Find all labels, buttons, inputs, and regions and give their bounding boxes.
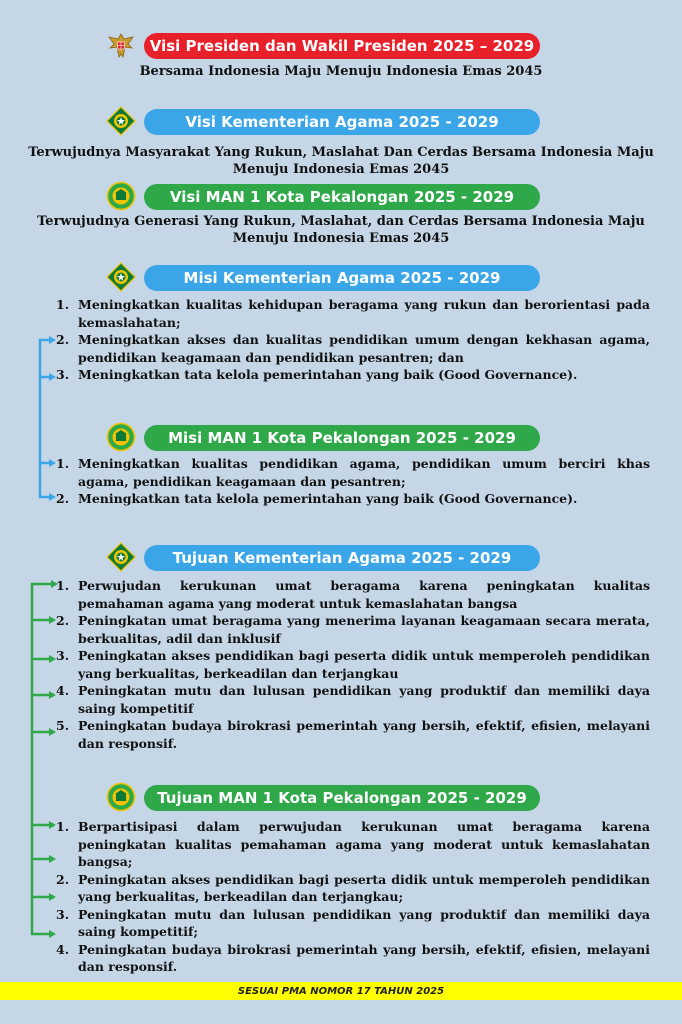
misi-kemenag-list bbox=[56, 296, 650, 384]
visi-man-title: Visi MAN 1 Kota Pekalongan 2025 - 2029 bbox=[144, 184, 540, 210]
kemenag-logo-icon bbox=[106, 262, 136, 292]
visi-kemenag-title: Visi Kementerian Agama 2025 - 2029 bbox=[144, 109, 540, 135]
list-item: 5. Peningkatan budaya birokrasi pemerintah yang bersih, efektif, efisien, melayani dan responsif. bbox=[56, 718, 650, 751]
misi-kemenag-title: Misi Kementerian Agama 2025 - 2029 bbox=[144, 265, 540, 291]
madrasah-logo-icon bbox=[106, 422, 136, 452]
list-item: 1. Perwujudan kerukunan umat beragama karena peningkatan kualitas pemahaman agama yang moderat untuk kemaslahatan bangsa bbox=[56, 578, 650, 611]
visi-presiden-title: Visi Presiden dan Wakil Presiden 2025 – 2029 bbox=[144, 33, 540, 59]
garuda-emblem-icon bbox=[106, 31, 136, 61]
tujuan-kemenag-title: Tujuan Kementerian Agama 2025 - 2029 bbox=[144, 545, 540, 571]
visi-kemenag-line1: Terwujudnya Masyarakat Yang Rukun, Maslahat Dan Cerdas Bersama Indonesia Maju bbox=[28, 145, 654, 160]
visi-kemenag-line2: Menuju Indonesia Emas 2045 bbox=[232, 162, 450, 177]
misi-connector-arrows bbox=[49, 336, 56, 501]
list-item: 4. Peningkatan budaya birokrasi pemerintah yang bersih, efektif, efisien, melayani dan responsif. bbox=[56, 941, 650, 974]
list-item: 2. Peningkatan umat beragama yang menerima layanan keagamaan secara merata, berkualitas, adil dan inklusif bbox=[56, 613, 650, 646]
list-item: 4. Peningkatan mutu dan lulusan pendidikan yang produktif dan memiliki daya saing kompetitif bbox=[56, 683, 650, 716]
kemenag-logo-icon bbox=[106, 542, 136, 572]
list-item: 2. Meningkatkan tata kelola pemerintahan yang baik (Good Governance). bbox=[56, 491, 578, 506]
list-item: 3. Peningkatan akses pendidikan bagi peserta didik untuk memperoleh pendidikan yang berkualitas, berkeadilan dan terjangkau bbox=[56, 648, 650, 681]
tujuan-man-title: Tujuan MAN 1 Kota Pekalongan 2025 - 2029 bbox=[144, 785, 540, 811]
tujuan-connector bbox=[32, 584, 52, 934]
visi-man-line1: Terwujudnya Generasi Yang Rukun, Maslahat, dan Cerdas Bersama Indonesia Maju bbox=[37, 214, 645, 229]
tujuan-kemenag-list bbox=[56, 577, 650, 752]
visi-man-line2: Menuju Indonesia Emas 2045 bbox=[232, 231, 450, 246]
list-item: 3. Meningkatkan tata kelola pemerintahan yang baik (Good Governance). bbox=[56, 367, 578, 382]
list-item: 3. Peningkatan mutu dan lulusan pendidikan yang produktif dan memiliki daya saing kompetitif; bbox=[56, 906, 650, 939]
madrasah-logo-icon bbox=[106, 782, 136, 812]
list-item: 2. Peningkatan akses pendidikan bagi peserta didik untuk memperoleh pendidikan yang berkualitas, berkeadilan dan terjangkau; bbox=[56, 871, 650, 904]
kemenag-logo-icon bbox=[106, 106, 136, 136]
list-item: 2. Meningkatkan akses dan kualitas pendidikan umum dengan kekhasan agama, pendidikan keagamaan dan pendidikan pesantren; dan bbox=[56, 332, 650, 365]
list-item: 1. Berpartisipasi dalam perwujudan kerukunan umat beragama karena peningkatan kualitas pemahaman agama yang moderat untuk kemaslahatan bangsa; bbox=[56, 819, 650, 869]
tujuan-man-list bbox=[56, 818, 650, 976]
footer-banner bbox=[0, 982, 682, 1000]
list-item: 1. Meningkatkan kualitas kehidupan beragama yang rukun dan berorientasi pada kemaslahatan; bbox=[56, 297, 650, 330]
misi-connector bbox=[40, 340, 50, 497]
visi-presiden-text: Bersama Indonesia Maju Menuju Indonesia Emas 2045 bbox=[139, 64, 543, 79]
misi-man-title: Misi MAN 1 Kota Pekalongan 2025 - 2029 bbox=[144, 425, 540, 451]
footer-text: SESUAI PMA NOMOR 17 TAHUN 2025 bbox=[237, 985, 445, 997]
list-item: 1. Meningkatkan kualitas pendidikan agama, pendidikan umum berciri khas agama, pendidikan keagamaan dan pesantren; bbox=[56, 456, 650, 489]
misi-man-list bbox=[56, 455, 650, 508]
madrasah-logo-icon bbox=[106, 181, 136, 211]
